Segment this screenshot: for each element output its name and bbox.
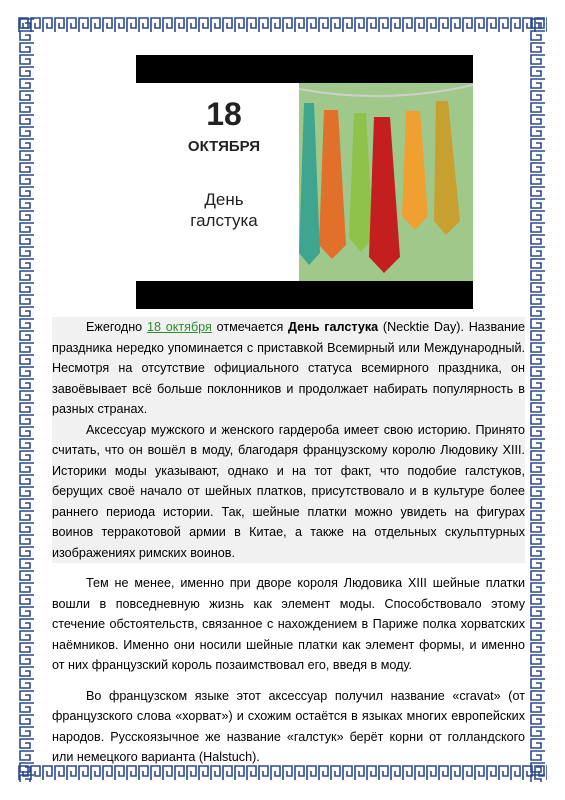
date-number: 18 — [206, 96, 242, 132]
article-body — [52, 317, 525, 768]
image-caption-line1: День — [204, 190, 244, 209]
date-month: ОКТЯБРЯ — [187, 138, 261, 155]
intro-middle: отмечается — [211, 320, 289, 334]
paragraph-louis — [52, 573, 525, 676]
holiday-name: День галстука — [288, 320, 379, 334]
paragraph-cravat — [52, 686, 525, 768]
intro-prefix: Ежегодно — [86, 320, 147, 334]
intro-rest: (Necktie Day). Название праздника нередко упоминается с приставкой Всемирный или Международный. Несмотря на отсутствие официального статуса всемирного праздника, он завоёвывает всё больше поклонников и продолжает набирать популярность в разных странах. — [52, 320, 525, 416]
image-caption-line2: галстука — [190, 211, 258, 230]
ornamental-border-left — [18, 18, 36, 782]
paragraph-intro — [52, 317, 525, 420]
ornamental-border-right — [529, 18, 547, 782]
history-text: Аксессуар мужского и женского гардероба имеет свою историю. Принято считать, что он вошёл в моду, благодаря французскому королю Людовику XIII. Историки моды указывают, однако и на тот факт, что подобие галстуков, берущих своё начало от шейных платков, присутствовало и в культуре более раннего периода истории. Так, шейные платки можно увидеть на фигурах воинов терракотовой армии в Китае, а также на отдельных скульптурных изображениях римских воинов. — [52, 422, 525, 560]
cravat-text: Во французском языке этот аксессуар получил название «cravat» (от французского слова «хорват») и схожим остаётся в языках многих европейских народов. Русскоязычное же название «галстук» берёт корни от голландского или немецкого варианта (Halstuch). — [52, 688, 525, 764]
necktie-day-image — [136, 55, 473, 309]
ornamental-border-top — [18, 16, 547, 34]
louis-text: Тем не менее, именно при дворе короля Людовика XIII шейные платки вошли в повседневную жизнь как элемент моды. Способствовало этому стечение обстоятельств, связанное с нахождением в Париже полка хорватских наёмников. Именно они носили шейные платки как элемент формы, и именно от них французский король позаимствовал его, введя в моду. — [52, 576, 525, 672]
paragraph-history — [52, 420, 525, 564]
date-link[interactable]: 18 октября — [146, 320, 212, 334]
